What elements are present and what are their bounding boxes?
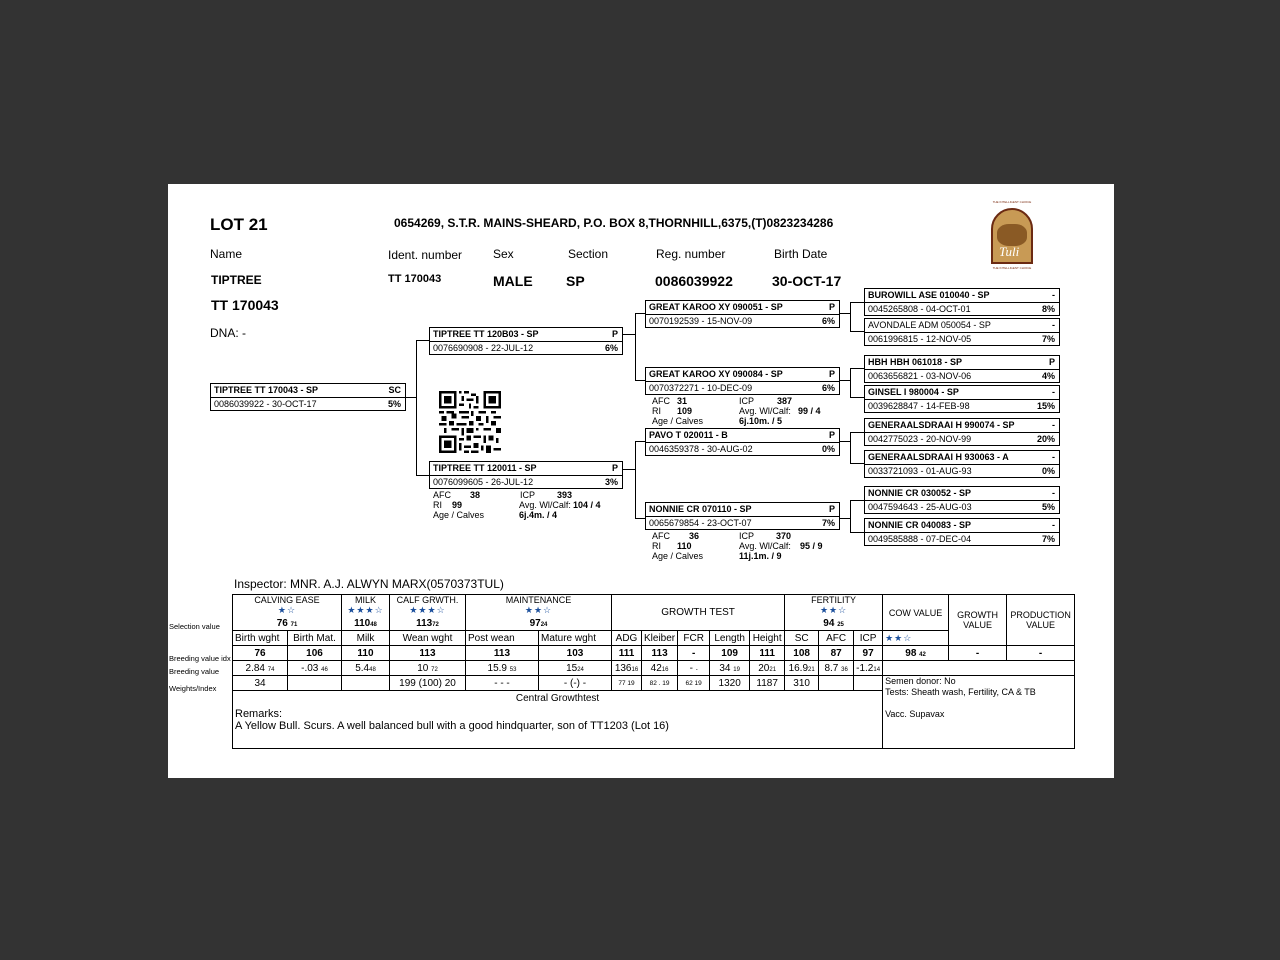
bv-cell: 8.7 36 (819, 661, 854, 676)
col-adg: ADG (612, 631, 642, 646)
pedigree-gg6: GENERAALSDRAAI H 930063 - A - 0033721093 - 01-AUG-93 0% (864, 450, 1060, 478)
row-label-selection: Selection value (169, 622, 220, 631)
bvi-cell: 109 (710, 646, 750, 661)
col-afc: AFC (819, 631, 854, 646)
pedigree-sire: TIPTREE TT 120B03 - SP P 0076690908 - 22-JUL-12 6% (429, 327, 623, 355)
group-milk: MILK ★★★☆ (342, 595, 390, 617)
fert-stars: ★★☆ (819, 605, 848, 615)
logo-arch (991, 208, 1033, 264)
weight-cell (342, 676, 390, 691)
weight-cell: 199 (100) 20 (390, 676, 466, 691)
animal-section: SP (566, 273, 585, 289)
pedigree-dam: TIPTREE TT 120011 - SP P 0076099605 - 26-JUL-12 3% (429, 461, 623, 489)
bv-cell: 5.448 (342, 661, 390, 676)
bv-cell: 2021 (750, 661, 785, 676)
dna: DNA: - (210, 326, 246, 340)
logo-letters: Tuli (999, 244, 1020, 259)
stats-dam: AFC 38 ICP 393 RI 99 Avg. Wl/Calf: 104 / 4 Age / Calves 6j.4m. / 4 (433, 490, 601, 520)
bv-cell: 1524 (539, 661, 612, 676)
pedigree-gg5: GENERAALSDRAAI H 990074 - SP - 0042775023 - 20-NOV-99 20% (864, 418, 1060, 446)
cow-stars: ★★☆ (885, 632, 913, 643)
col-post-wean: Post wean (466, 631, 539, 646)
sel-fert: 94 25 (785, 616, 883, 631)
label-section: Section (568, 247, 609, 261)
maint-stars: ★★☆ (524, 605, 553, 615)
pedigree-gg3: HBH HBH 061018 - SP P 0063656821 - 03-NOV-06 4% (864, 355, 1060, 383)
weight-cell: 82 . 19 (642, 676, 678, 691)
col-milk: Milk (342, 631, 390, 646)
col-kleiber: Kleiber (642, 631, 678, 646)
bvi-cell: 113 (390, 646, 466, 661)
col-fcr: FCR (678, 631, 710, 646)
col-wean-weight: Wean wght (390, 631, 466, 646)
col-height: Height (750, 631, 785, 646)
bv-cell: 10 72 (390, 661, 466, 676)
stats-dam-dam: AFC 36 ICP 370 RI 110 Avg. Wl/Calf: 95 / 9 Age / Calves 11j.1m. / 9 (652, 531, 823, 561)
animal-birth: 30-OCT-17 (772, 273, 842, 289)
breeding-values-table (232, 594, 1075, 749)
pedigree-sire-dam: GREAT KAROO XY 090084 - SP P 0070372271 - 10-DEC-09 6% (645, 367, 840, 395)
tests-cell (883, 676, 1075, 749)
bvi-cell: 113 (466, 646, 539, 661)
group-maintenance: MAINTENANCE ★★☆ (466, 595, 612, 617)
bvi-cell: - (678, 646, 710, 661)
pedigree-sire-sire: GREAT KAROO XY 090051 - SP P 0070192539 - 15-NOV-09 6% (645, 300, 840, 328)
calf-stars: ★★★☆ (409, 605, 446, 615)
weight-cell (819, 676, 854, 691)
sel-calf: 11372 (390, 616, 466, 631)
bv-cell: 34 19 (710, 661, 750, 676)
group-growth-test: GROWTH TEST (612, 595, 785, 631)
weight-cell: 77 19 (612, 676, 642, 691)
col-icp: ICP (854, 631, 883, 646)
bv-cell: 4216 (642, 661, 678, 676)
group-fertility: FERTILITY ★★☆ (785, 595, 883, 617)
label-birth: Birth Date (774, 247, 828, 261)
group-production-value: PRODUCTION VALUE (1007, 595, 1075, 646)
sel-milk: 11048 (342, 616, 390, 631)
pedigree-self: TIPTREE TT 170043 - SP SC 0086039922 - 30-OCT-17 5% (210, 383, 406, 411)
animal-tag: TT 170043 (211, 297, 279, 313)
semen-donor: Semen donor: No (885, 676, 956, 686)
bv-cell: 15.9 53 (466, 661, 539, 676)
bvi-cell: 103 (539, 646, 612, 661)
weight-cell: 62 19 (678, 676, 710, 691)
col-birth-weight: Birth wght (233, 631, 288, 646)
pedigree-gg8: NONNIE CR 040083 - SP - 0049585888 - 07-DEC-04 7% (864, 518, 1060, 546)
animal-sex: MALE (493, 273, 533, 289)
row-label-bv: Breeding value (169, 667, 220, 676)
cow-value-idx: 98 42 (883, 646, 949, 661)
growth-value-idx: - (949, 646, 1007, 661)
bvi-cell: 76 (233, 646, 288, 661)
logo-top-text: THE INTELLIGENT CHOICE (992, 200, 1032, 204)
bv-cell: -.03 46 (288, 661, 342, 676)
col-birth-mat: Birth Mat. (288, 631, 342, 646)
pedigree-gg1: BUROWILL ASE 010040 - SP - 0045265808 - 04-OCT-01 8% (864, 288, 1060, 316)
row-label-bv-idx: Breeding value idx (169, 654, 231, 663)
bv-cell: 13616 (612, 661, 642, 676)
label-reg: Reg. number (656, 247, 726, 261)
tuli-logo (986, 200, 1038, 276)
pedigree-gg4: GINSEL I 980004 - SP - 0039628847 - 14-FEB-98 15% (864, 385, 1060, 413)
animal-name: TIPTREE (211, 273, 262, 287)
inspector: Inspector: MNR. A.J. ALWYN MARX(0570373TUL) (234, 577, 504, 591)
weight-cell: 310 (785, 676, 819, 691)
lot-number: LOT 21 (210, 215, 268, 234)
weight-cell: 1320 (710, 676, 750, 691)
calving-stars: ★☆ (277, 605, 297, 615)
remarks-text: A Yellow Bull. Scurs. A well balanced bull with a good hindquarter, son of TT1203 (Lot 16) (235, 720, 669, 732)
group-calving-ease: CALVING EASE ★☆ (233, 595, 342, 617)
label-sex: Sex (493, 247, 514, 261)
bv-cell: - - (678, 661, 710, 676)
pedigree-gg7: NONNIE CR 030052 - SP - 0047594643 - 25-AUG-03 5% (864, 486, 1060, 514)
weight-cell (288, 676, 342, 691)
bvi-cell: 113 (642, 646, 678, 661)
col-sc: SC (785, 631, 819, 646)
sel-maint: 9724 (466, 616, 612, 631)
row-label-weights: Weights/Index (169, 684, 217, 693)
qr-code (438, 391, 502, 453)
bvi-cell: 110 (342, 646, 390, 661)
logo-bottom-text: THE INTELLIGENT CHOICE (992, 266, 1032, 270)
weight-cell: 1187 (750, 676, 785, 691)
animal-reg: 0086039922 (655, 273, 733, 289)
weight-cell: 34 (233, 676, 288, 691)
bv-cell: -1.214 (854, 661, 883, 676)
weight-cell (854, 676, 883, 691)
bvi-cell: 111 (612, 646, 642, 661)
bvi-cell: 111 (750, 646, 785, 661)
sel-calving: 76 71 (233, 616, 342, 631)
col-mature-weight: Mature wght (539, 631, 612, 646)
bvi-cell: 108 (785, 646, 819, 661)
group-growth-value: GROWTH VALUE (949, 595, 1007, 646)
production-value-idx: - (1007, 646, 1075, 661)
col-length: Length (710, 631, 750, 646)
remarks-label: Remarks: (235, 708, 283, 720)
group-calf-growth: CALF GRWTH. ★★★☆ (390, 595, 466, 617)
cow-stars-cell (883, 631, 949, 646)
tests: Tests: Sheath wash, Fertility, CA & TB (885, 687, 1036, 697)
sale-catalogue-page (168, 184, 1114, 778)
weight-cell: - - - (466, 676, 539, 691)
central-growthtest: Central Growthtest (515, 693, 600, 704)
vaccination: Vacc. Supavax (885, 709, 945, 719)
stats-sire-dam: AFC 31 ICP 387 RI 109 Avg. Wl/Calf: 99 / 4 Age / Calves 6j.10m. / 5 (652, 396, 821, 426)
group-cow-value: COW VALUE (883, 595, 949, 631)
weight-cell: - (-) - (539, 676, 612, 691)
bv-cell: 16.921 (785, 661, 819, 676)
bv-cell: 2.84 74 (233, 661, 288, 676)
bvi-cell: 87 (819, 646, 854, 661)
pedigree-dam-dam: NONNIE CR 070110 - SP P 0065679854 - 23-OCT-07 7% (645, 502, 840, 530)
remarks-cell (233, 691, 883, 749)
label-name: Name (210, 247, 243, 261)
milk-stars: ★★★☆ (347, 605, 384, 615)
bvi-cell: 106 (288, 646, 342, 661)
label-ident: Ident. number (388, 248, 463, 262)
pedigree-gg2: AVONDALE ADM 050054 - SP - 0061996815 - 12-NOV-05 7% (864, 318, 1060, 346)
animal-ident: TT 170043 (388, 273, 442, 285)
bvi-cell: 97 (854, 646, 883, 661)
breeder-info: 0654269, S.T.R. MAINS-SHEARD, P.O. BOX 8,THORNHILL,6375,(T)0823234286 (394, 216, 834, 230)
pedigree-dam-sire: PAVO T 020011 - B P 0046359378 - 30-AUG-02 0% (645, 428, 840, 456)
